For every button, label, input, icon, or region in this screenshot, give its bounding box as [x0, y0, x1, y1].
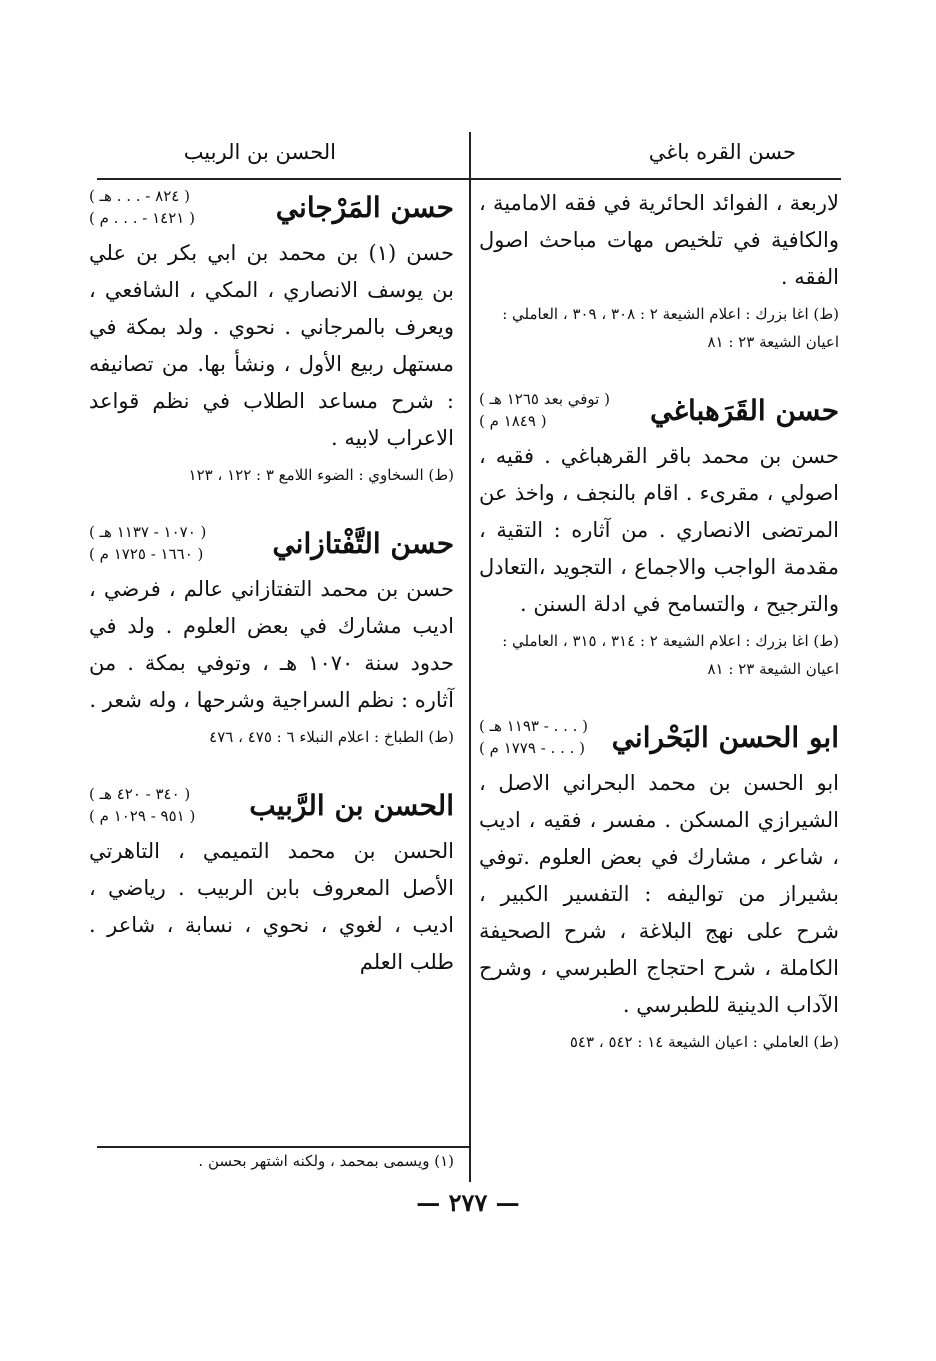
- entry-ref: (ط) الطباخ : اعلام النبلاء ٦ : ٤٧٥ ، ٤٧٦: [209, 728, 454, 746]
- entry-name: الحسن بن الرَّبيب: [249, 788, 454, 822]
- continuation-ref: (ط) اغا بزرك : اعلام الشيعة ٢ : ٣٠٨ ، ٣٠٩ ، العاملي : اعيان الشيعة ٢٣ : ٨١: [502, 305, 839, 351]
- entry-body: الحسن بن محمد التميمي ، التاهرتي الأصل المعروف بابن الربيب . رياضي ، اديب ، لغوي ، نحوي ، نسابة ، شاعر . طلب العلم: [89, 839, 454, 974]
- dates-gregorian: ( . . . - ١٧٧٩ م ): [479, 739, 585, 757]
- entry-name: حسن التَّفْتازاني: [272, 526, 454, 560]
- footnote: (١) ويسمى بمحمد ، ولكنه اشتهر بحسن .: [198, 1152, 454, 1170]
- entry-ibn-rabib: [89, 783, 454, 981]
- entry-ref: (ط) السخاوي : الضوء اللامع ٣ : ١٢٢ ، ١٢٣: [188, 466, 454, 484]
- entry-name: حسن القَرَهباغي: [650, 393, 839, 427]
- dates-hijri: ( . . . - ١١٩٣ هـ ): [479, 717, 589, 735]
- entry-body: حسن (١) بن محمد بن ابي بكر بن علي بن يوسف الانصاري ، المكي ، الشافعي ، ويعرف بالمرجاني . نحوي . ولد بمكة في مستهل ربيع الأول ، ونشأ بها. من تصانيفه : شرح مساعد الطلاب في نظم قواعد الاعراب لابيه .: [89, 241, 454, 450]
- dates-gregorian: ( ١٨٤٩ م ): [479, 412, 547, 430]
- left-column: [89, 185, 454, 981]
- dates-gregorian: ( ١٤٢١ - . . . م ): [89, 209, 195, 227]
- dates-hijri: ( توفي بعد ١٢٦٥ هـ ): [479, 390, 610, 408]
- entry-qarabaghi: [479, 388, 839, 683]
- continuation-text: لاربعة ، الفوائد الحائرية في فقه الامامية ، والكافية في تلخيص مهات مباحث اصول الفقه .: [479, 191, 839, 289]
- entry-ref: (ط) العاملي : اعيان الشيعة ١٤ : ٥٤٢ ، ٥٤٣: [569, 1033, 839, 1051]
- header-right-title: حسن القره باغي: [648, 140, 796, 164]
- entry-marjani: [89, 185, 454, 489]
- entry-body: حسن بن محمد باقر القرهباغي . فقيه ، اصولي ، مقرىء . اقام بالنجف ، واخذ عن المرتضى الانصاري . من آثاره : التقية ، مقدمة الواجب والاجماع ، التجويد ،التعادل والترجيح ، والتسامح في ادلة السنن .: [479, 444, 839, 616]
- entry-name: ابو الحسن البَحْراني: [611, 720, 839, 754]
- entry-body: حسن بن محمد التفتازاني عالم ، فرضي ، اديب مشارك في بعض العلوم . ولد في حدود سنة ١٠٧٠ هـ ، وتوفي بمكة . من آثاره : نظم السراجية وشرحها ، وله شعر .: [89, 577, 454, 712]
- entry-taftazani: [89, 521, 454, 751]
- dates-gregorian: ( ٩٥١ - ١٠٢٩ م ): [89, 807, 196, 825]
- entry-ref: (ط) اغا بزرك : اعلام الشيعة ٢ : ٣١٤ ، ٣١٥ ، العاملي : اعيان الشيعة ٢٣ : ٨١: [502, 632, 839, 678]
- dates-hijri: ( ١٠٧٠ - ١١٣٧ هـ ): [89, 523, 207, 541]
- dates-hijri: ( ٣٤٠ - ٤٢٠ هـ ): [89, 785, 191, 803]
- dates-gregorian: ( ١٦٦٠ - ١٧٢٥ م ): [89, 545, 204, 563]
- entry-bahrani: [479, 715, 839, 1056]
- right-column: [479, 185, 839, 1070]
- column-divider: [469, 132, 471, 1182]
- entry-name: حسن المَرْجاني: [275, 190, 454, 224]
- page-number: — ٢٧٧ —: [416, 1188, 520, 1217]
- header-left-title: الحسن بن الربيب: [183, 140, 336, 164]
- dates-hijri: ( ٨٢٤ - . . . هـ ): [89, 187, 190, 205]
- footnote-rule: [97, 1146, 469, 1148]
- entry-body: ابو الحسن بن محمد البحراني الاصل ، الشيرازي المسكن . مفسر ، فقيه ، اديب ، شاعر ، مشارك في بعض العلوم .توفي بشيراز من تواليفه : التفسير الكبير ، شرح على نهج البلاغة ، شرح الصحيفة الكاملة ، شرح احتجاج الطبرسي ، وشرح الآداب الدينية للطبرسي .: [479, 771, 839, 1017]
